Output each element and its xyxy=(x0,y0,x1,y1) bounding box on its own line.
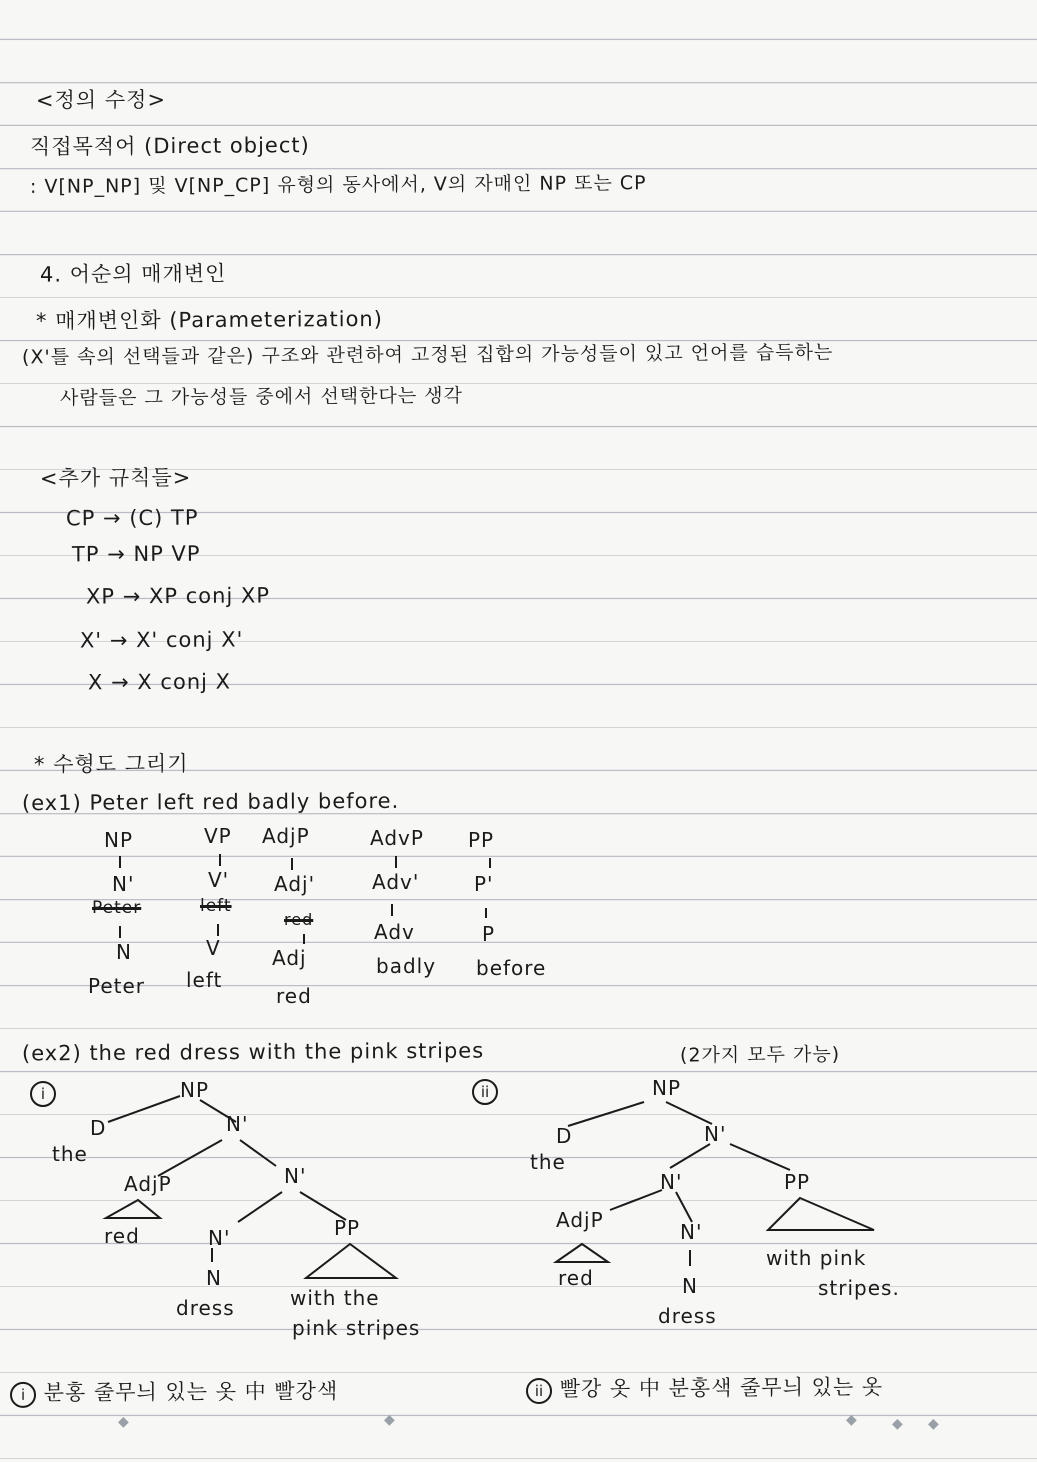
paper-mark: ◆ xyxy=(384,1412,395,1428)
tree2-pp-label: PP xyxy=(784,1170,811,1194)
direct-object-heading: 직접목적어 (Direct object) xyxy=(29,133,310,159)
tree2-np-label: NP xyxy=(652,1076,682,1100)
tree1-nbar3-label: N' xyxy=(208,1226,231,1250)
example2-note: (2가지 모두 가능) xyxy=(679,1043,841,1067)
tree2-nbar-pp-branch xyxy=(730,1144,790,1170)
ex1-word-red: red xyxy=(276,984,312,1008)
ex1-vp-label: VP xyxy=(204,824,232,848)
ex1-word-badly: badly xyxy=(376,954,437,978)
ex1-word-left: left xyxy=(186,968,223,992)
footer-marker-i: i xyxy=(10,1382,36,1408)
parameterization-definition-line2: 사람들은 그 가능성들 중에서 선택한다는 생각 xyxy=(59,384,464,410)
tree2-word-red: red xyxy=(558,1266,594,1290)
ex1-struck-peter: Peter xyxy=(92,898,142,918)
rule-xbar-conj: X' → X' conj X' xyxy=(79,627,244,653)
additional-rules-heading: <추가 규칙들> xyxy=(39,465,192,491)
ex1-nbar-label: N' xyxy=(112,872,135,896)
ex1-struck-left: left xyxy=(200,896,232,916)
tree-drawing-heading: * 수형도 그리기 xyxy=(33,751,189,777)
tree1-pp-triangle xyxy=(306,1244,396,1278)
tree2-n-label: N xyxy=(682,1274,698,1298)
direct-object-definition: : V[NP_NP] 및 V[NP_CP] 유형의 동사에서, V의 자매인 NP 또는 CP xyxy=(29,172,647,198)
ex1-adj-label: Adj xyxy=(272,946,307,970)
rule-xp-conj: XP → XP conj XP xyxy=(85,583,271,609)
tree1-word-the: the xyxy=(52,1142,88,1166)
parameterization-heading: * 매개변인화 (Parameterization) xyxy=(35,306,383,334)
example2-sentence: (ex2) the red dress with the pink stripes xyxy=(21,1038,485,1066)
parameterization-definition-line1: (X'틀 속의 선택들과 같은) 구조와 관련하여 고정된 집합의 가능성들이 있고 언어를 습득하는 xyxy=(21,341,834,369)
tree2-nbar1-label: N' xyxy=(704,1122,727,1146)
paper-mark: ◆ xyxy=(846,1412,857,1428)
ex1-word-peter: Peter xyxy=(88,974,146,998)
ex1-adv-label: Adv xyxy=(374,920,415,944)
footer-marker-ii: ii xyxy=(526,1378,552,1404)
ex1-n-label: N xyxy=(116,940,132,964)
tree1-np-d-branch xyxy=(108,1096,180,1122)
tree2-adjp-triangle xyxy=(556,1244,608,1262)
tree2-word-the: the xyxy=(530,1150,566,1174)
ex1-advbar-label: Adv' xyxy=(372,870,420,894)
tree2-np-nbar-branch xyxy=(666,1102,712,1124)
tree2-np-d-branch xyxy=(568,1102,644,1126)
heading-definition-revision: <정의 수정> xyxy=(35,87,167,113)
paper-mark: ◆ xyxy=(118,1414,129,1430)
tree2-nbar2-label: N' xyxy=(660,1170,683,1194)
ex1-pbar-label: P' xyxy=(474,872,494,896)
ex1-np-label: NP xyxy=(104,828,134,852)
tree1-nbar-pp-branch xyxy=(300,1192,346,1220)
tree1-n-label: N xyxy=(206,1266,222,1290)
ex1-vbar-label: V' xyxy=(208,868,230,892)
tree1-np-nbar-branch xyxy=(200,1100,236,1122)
tree1-adjp-label: AdjP xyxy=(124,1172,172,1196)
rule-x-conj: X → X conj X xyxy=(87,669,232,695)
footer-text-ii: 빨강 옷 中 분홍색 줄무늬 있는 옷 xyxy=(559,1374,884,1401)
tree2-nbar3-label: N' xyxy=(680,1220,703,1244)
ex1-v-label: V xyxy=(206,936,221,960)
tree1-pp-text-line2: pink stripes xyxy=(292,1316,421,1340)
tree2-adjp-label: AdjP xyxy=(556,1208,604,1232)
tree2-marker: ii xyxy=(472,1078,498,1105)
tree1-nbar-adjp-branch xyxy=(158,1140,222,1176)
example1-sentence: (ex1) Peter left red badly before. xyxy=(21,788,400,816)
tree2-nbar-nbar2-branch xyxy=(670,1144,710,1168)
tree2-pp-triangle xyxy=(768,1198,874,1230)
tree1-pp-label: PP xyxy=(334,1216,361,1240)
footer-text-i: 분홍 줄무늬 있는 옷 中 빨강색 xyxy=(43,1378,339,1405)
section-word-order-parameter: 4. 어순의 매개변인 xyxy=(39,261,227,287)
ex1-advp-label: AdvP xyxy=(370,826,424,850)
ex1-adjbar-label: Adj' xyxy=(274,872,316,896)
tree2-pp-text-line1: with pink xyxy=(766,1246,867,1270)
tree1-nbar2-label: N' xyxy=(284,1164,307,1188)
tree1-np-label: NP xyxy=(180,1078,210,1102)
ex1-word-before: before xyxy=(476,956,547,980)
tree1-marker: i xyxy=(30,1080,56,1107)
tree1-word-red: red xyxy=(104,1224,140,1248)
paper-mark: ◆ xyxy=(928,1416,939,1432)
tree1-d-label: D xyxy=(90,1116,107,1140)
ex1-p-label: P xyxy=(482,922,496,946)
tree1-adjp-triangle xyxy=(106,1200,160,1218)
tree2-nbar2-nbar3-branch xyxy=(676,1192,692,1222)
tree2-word-dress: dress xyxy=(658,1304,717,1328)
tree2-d-label: D xyxy=(556,1124,573,1148)
rule-tp: TP → NP VP xyxy=(71,541,201,567)
tree1-nbar-nbar3-branch xyxy=(238,1192,282,1222)
tree1-nbar1-label: N' xyxy=(226,1112,249,1136)
tree2-nbar2-adjp-branch xyxy=(610,1190,662,1210)
tree1-word-dress: dress xyxy=(176,1296,235,1320)
tree1-pp-text-line1: with the xyxy=(290,1286,380,1310)
tree1-nbar-nbar-branch xyxy=(240,1140,276,1166)
ex1-adjp-label: AdjP xyxy=(262,824,310,848)
paper-mark: ◆ xyxy=(892,1416,903,1432)
rule-cp: CP → (C) TP xyxy=(65,505,199,531)
tree2-pp-text-line2: stripes. xyxy=(818,1276,900,1300)
ex1-struck-red: red xyxy=(284,910,314,929)
ex1-pp-label: PP xyxy=(468,828,495,852)
